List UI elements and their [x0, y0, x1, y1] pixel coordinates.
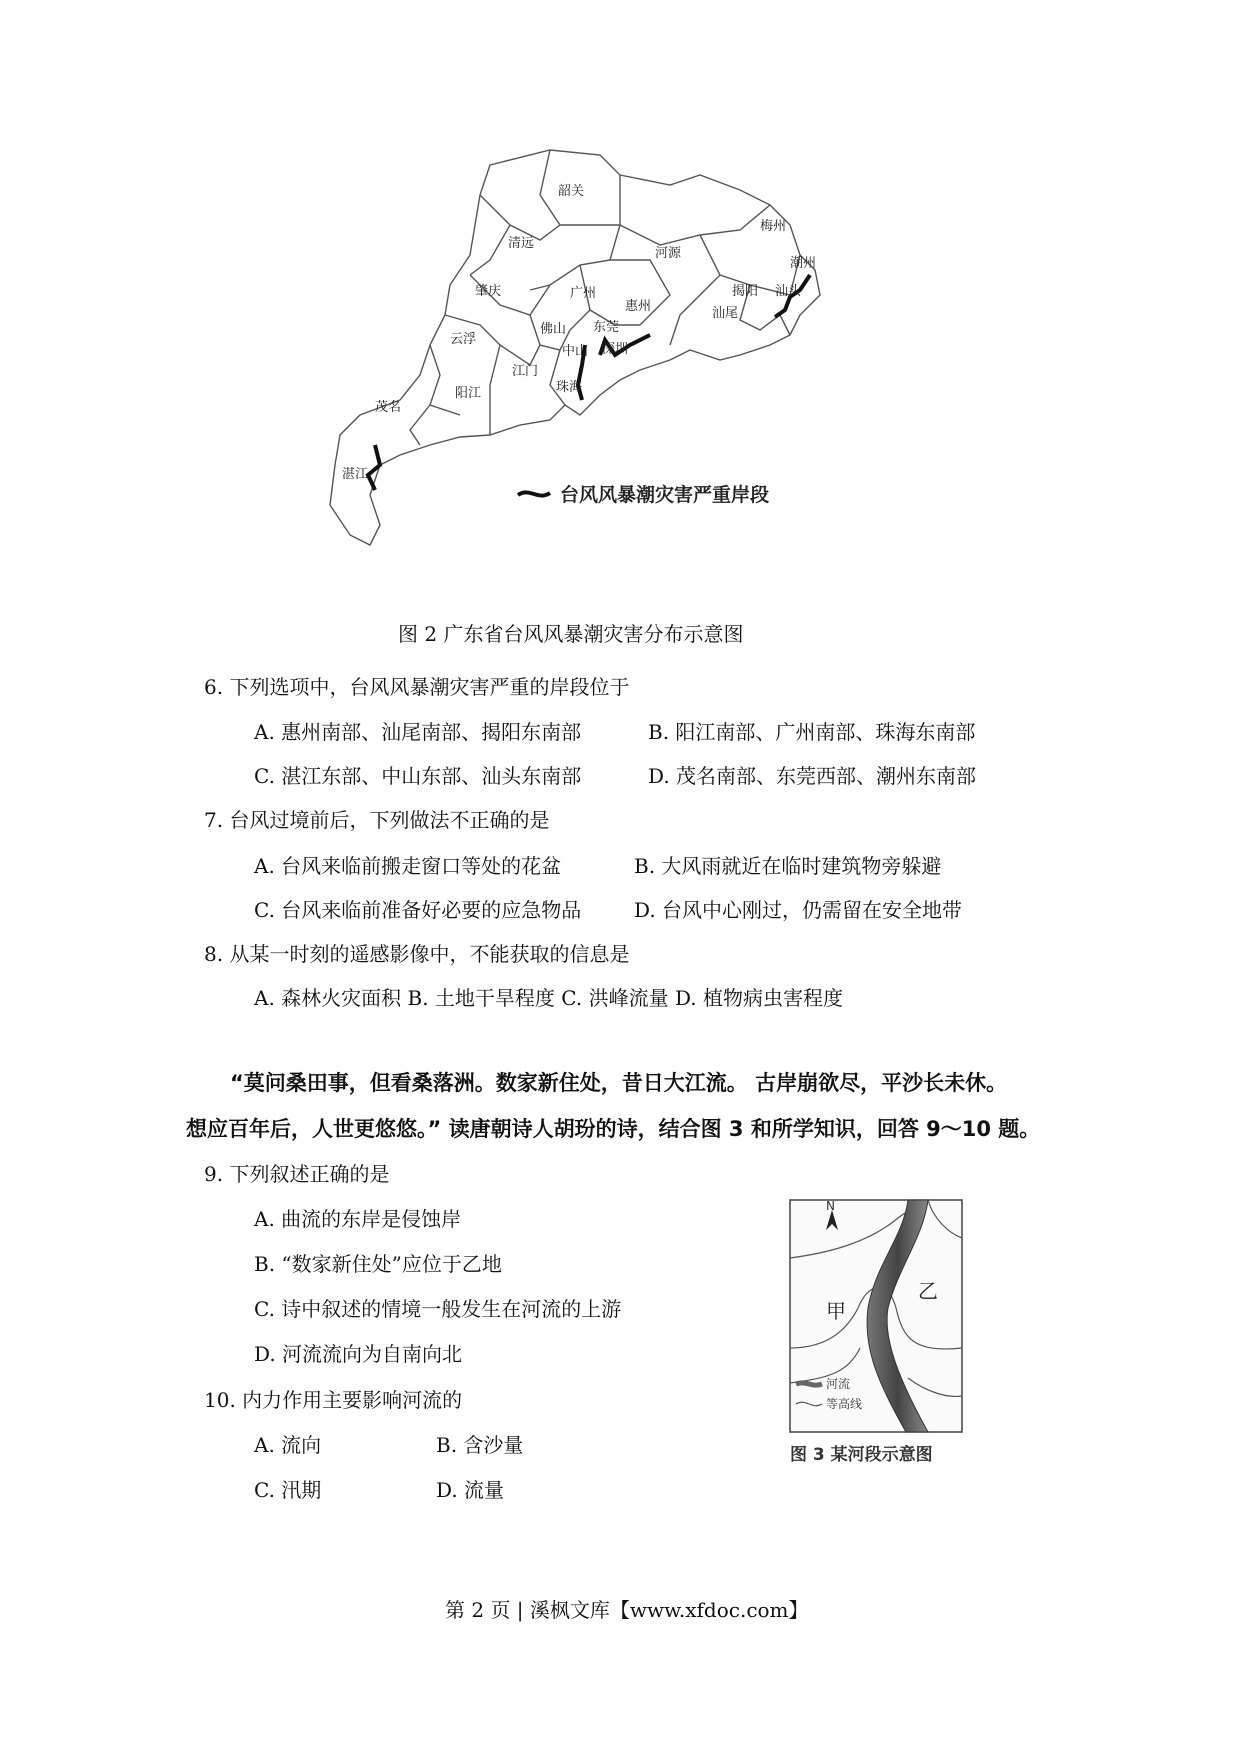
q8-stem: 8. 从某一时刻的遥感影像中，不能获取的信息是	[204, 942, 630, 966]
poem-passage-line1: “莫问桑田事，但看桑落洲。数家新住处，昔日大江流。 古岸崩欲尽，平沙长未休。	[230, 1071, 1008, 1095]
q10-stem: 10. 内力作用主要影响河流的	[204, 1388, 463, 1412]
q7-option-b: B. 大风雨就近在临时建筑物旁躲避	[634, 854, 942, 878]
svg-text:云浮: 云浮	[450, 332, 477, 347]
page-footer: 第 2 页 | 溪枫文库【www.xfdoc.com】	[445, 1598, 809, 1622]
svg-text:揭阳: 揭阳	[732, 284, 759, 299]
svg-text:等高线: 等高线	[826, 1397, 863, 1411]
svg-text:茂名: 茂名	[375, 400, 402, 415]
svg-text:肇庆: 肇庆	[475, 284, 502, 299]
q10-option-b: B. 含沙量	[436, 1433, 524, 1457]
q6-option-a: A. 惠州南部、汕尾南部、揭阳东南部	[254, 720, 582, 744]
label-yi: 乙	[918, 1279, 938, 1303]
legend-line-icon	[518, 492, 550, 495]
svg-text:阳江: 阳江	[455, 386, 482, 401]
q9-stem: 9. 下列叙述正确的是	[204, 1162, 390, 1186]
q9-option-c: C. 诗中叙述的情境一般发生在河流的上游	[254, 1297, 622, 1321]
svg-text:N: N	[826, 1199, 835, 1213]
q9-option-d: D. 河流流向为自南向北	[254, 1342, 463, 1366]
q7-stem: 7. 台风过境前后，下列做法不正确的是	[204, 808, 550, 832]
svg-text:河流: 河流	[826, 1377, 851, 1391]
q7-option-d: D. 台风中心刚过，仍需留在安全地带	[634, 898, 963, 922]
q6-stem: 6. 下列选项中，台风风暴潮灾害严重的岸段位于	[204, 675, 630, 699]
svg-text:河源: 河源	[655, 246, 682, 261]
svg-text:潮州: 潮州	[790, 256, 817, 271]
figure3-caption: 图 3 某河段示意图	[790, 1445, 933, 1465]
poem-passage-line2: 想应百年后，人世更悠悠。” 读唐朝诗人胡玢的诗，结合图 3 和所学知识，回答 9～10 题。	[186, 1117, 1041, 1141]
svg-text:湛江: 湛江	[342, 467, 369, 482]
svg-text:东莞: 东莞	[593, 320, 620, 335]
guangdong-map	[320, 145, 920, 595]
svg-text:梅州: 梅州	[760, 219, 787, 234]
svg-text:清远: 清远	[508, 236, 535, 251]
svg-text:汕头: 汕头	[775, 284, 802, 299]
figure2-caption: 图 2 广东省台风风暴潮灾害分布示意图	[398, 622, 744, 646]
q10-option-a: A. 流向	[254, 1433, 322, 1457]
q6-option-d: D. 茂名南部、东莞西部、潮州东南部	[648, 764, 977, 788]
svg-text:佛山: 佛山	[540, 322, 567, 337]
q6-option-b: B. 阳江南部、广州南部、珠海东南部	[648, 720, 976, 744]
svg-text:深圳: 深圳	[602, 342, 629, 357]
q9-option-a: A. 曲流的东岸是侵蚀岸	[254, 1207, 462, 1231]
q10-option-c: C. 汛期	[254, 1478, 322, 1502]
svg-text:珠海: 珠海	[556, 380, 583, 395]
svg-text:中山: 中山	[562, 344, 589, 359]
svg-text:汕尾: 汕尾	[712, 306, 739, 321]
svg-text:惠州: 惠州	[625, 299, 652, 314]
q7-option-c: C. 台风来临前准备好必要的应急物品	[254, 898, 582, 922]
q6-option-c: C. 湛江东部、中山东部、汕头东南部	[254, 764, 582, 788]
map-legend-text: 台风风暴潮灾害严重岸段	[560, 484, 770, 506]
svg-text:广州: 广州	[570, 286, 597, 301]
q9-option-b: B. “数家新住处”应位于乙地	[254, 1252, 502, 1276]
svg-text:韶关: 韶关	[558, 184, 585, 199]
q10-option-d: D. 流量	[436, 1478, 505, 1502]
q8-options: A. 森林火灾面积 B. 土地干旱程度 C. 洪峰流量 D. 植物病虫害程度	[254, 986, 843, 1010]
q7-option-a: A. 台风来临前搬走窗口等处的花盆	[254, 854, 562, 878]
svg-text:江门: 江门	[512, 364, 539, 379]
label-jia: 甲	[826, 1299, 846, 1323]
river-diagram	[788, 1198, 978, 1473]
